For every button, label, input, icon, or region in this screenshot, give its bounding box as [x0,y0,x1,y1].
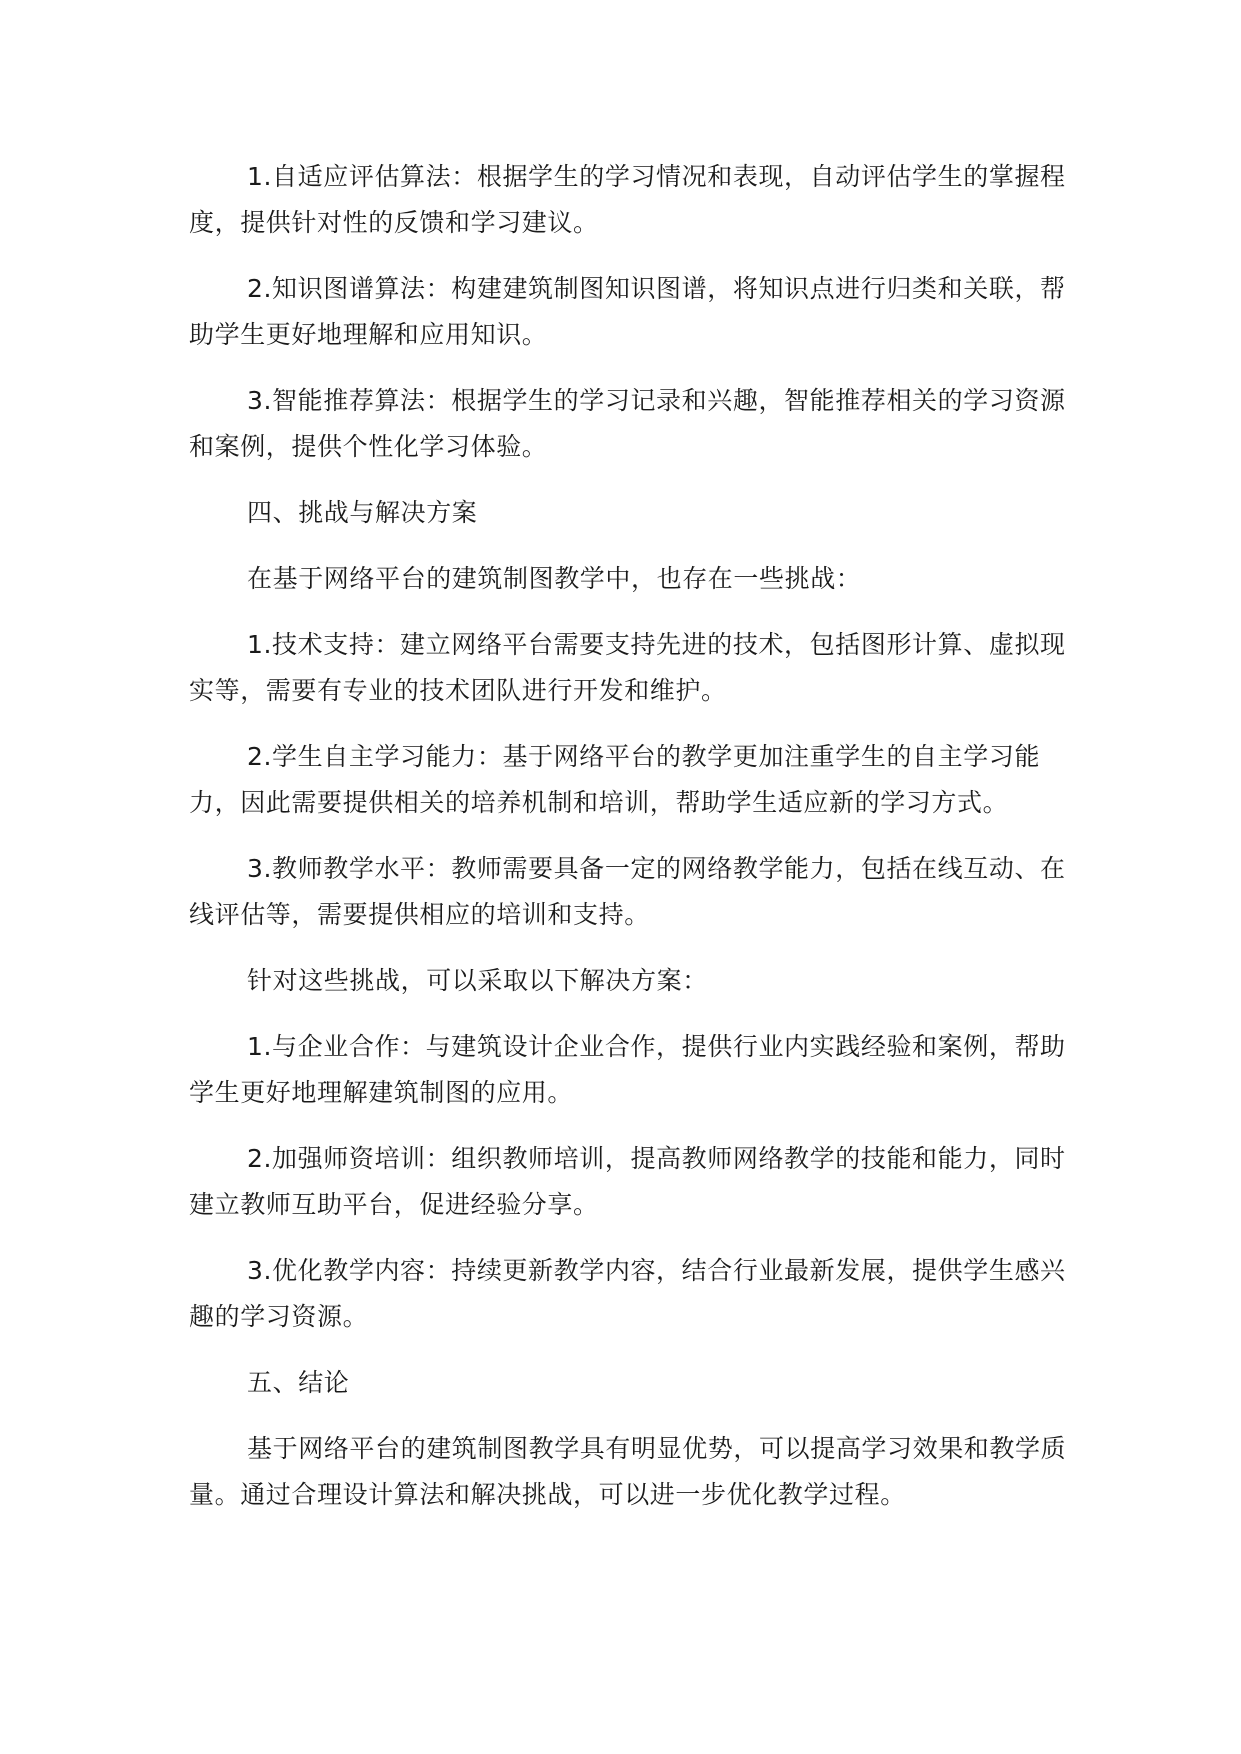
paragraph-solutions-intro: 针对这些挑战，可以采取以下解决方案： [247,966,708,995]
document-body [189,154,1079,1538]
paragraph-smart-recommendation: 3.智能推荐算法：根据学生的学习记录和兴趣，智能推荐相关的学习资源和案例，提供个性化学习体验。 [189,386,1066,461]
section-heading-conclusion: 五、结论 [247,1368,350,1397]
paragraph-conclusion: 基于网络平台的建筑制图教学具有明显优势，可以提高学习效果和教学质量。通过合理设计算法和解决挑战，可以进一步优化教学过程。 [189,1434,1067,1509]
paragraph-adaptive-assessment: 1.自适应评估算法：根据学生的学习情况和表现，自动评估学生的掌握程度，提供针对性的反馈和学习建议。 [189,162,1066,237]
paragraph-technical-support: 1.技术支持：建立网络平台需要支持先进的技术，包括图形计算、虚拟现实等，需要有专业的技术团队进行开发和维护。 [189,630,1066,705]
paragraph-optimize-content: 3.优化教学内容：持续更新教学内容，结合行业最新发展，提供学生感兴趣的学习资源。 [189,1256,1066,1331]
paragraph-challenges-intro: 在基于网络平台的建筑制图教学中，也存在一些挑战： [247,564,862,593]
section-heading-challenges: 四、挑战与解决方案 [247,498,478,527]
paragraph-teacher-training: 2.加强师资培训：组织教师培训，提高教师网络教学的技能和能力，同时建立教师互助平台，促进经验分享。 [189,1144,1066,1219]
paragraph-self-learning: 2.学生自主学习能力：基于网络平台的教学更加注重学生的自主学习能力，因此需要提供相关的培养机制和培训，帮助学生适应新的学习方式。 [189,742,1041,817]
paragraph-enterprise-cooperation: 1.与企业合作：与建筑设计企业合作，提供行业内实践经验和案例，帮助学生更好地理解建筑制图的应用。 [189,1032,1066,1107]
paragraph-teacher-level: 3.教师教学水平：教师需要具备一定的网络教学能力，包括在线互动、在线评估等，需要提供相应的培训和支持。 [189,854,1066,929]
paragraph-knowledge-graph: 2.知识图谱算法：构建建筑制图知识图谱，将知识点进行归类和关联，帮助学生更好地理解和应用知识。 [189,274,1066,349]
